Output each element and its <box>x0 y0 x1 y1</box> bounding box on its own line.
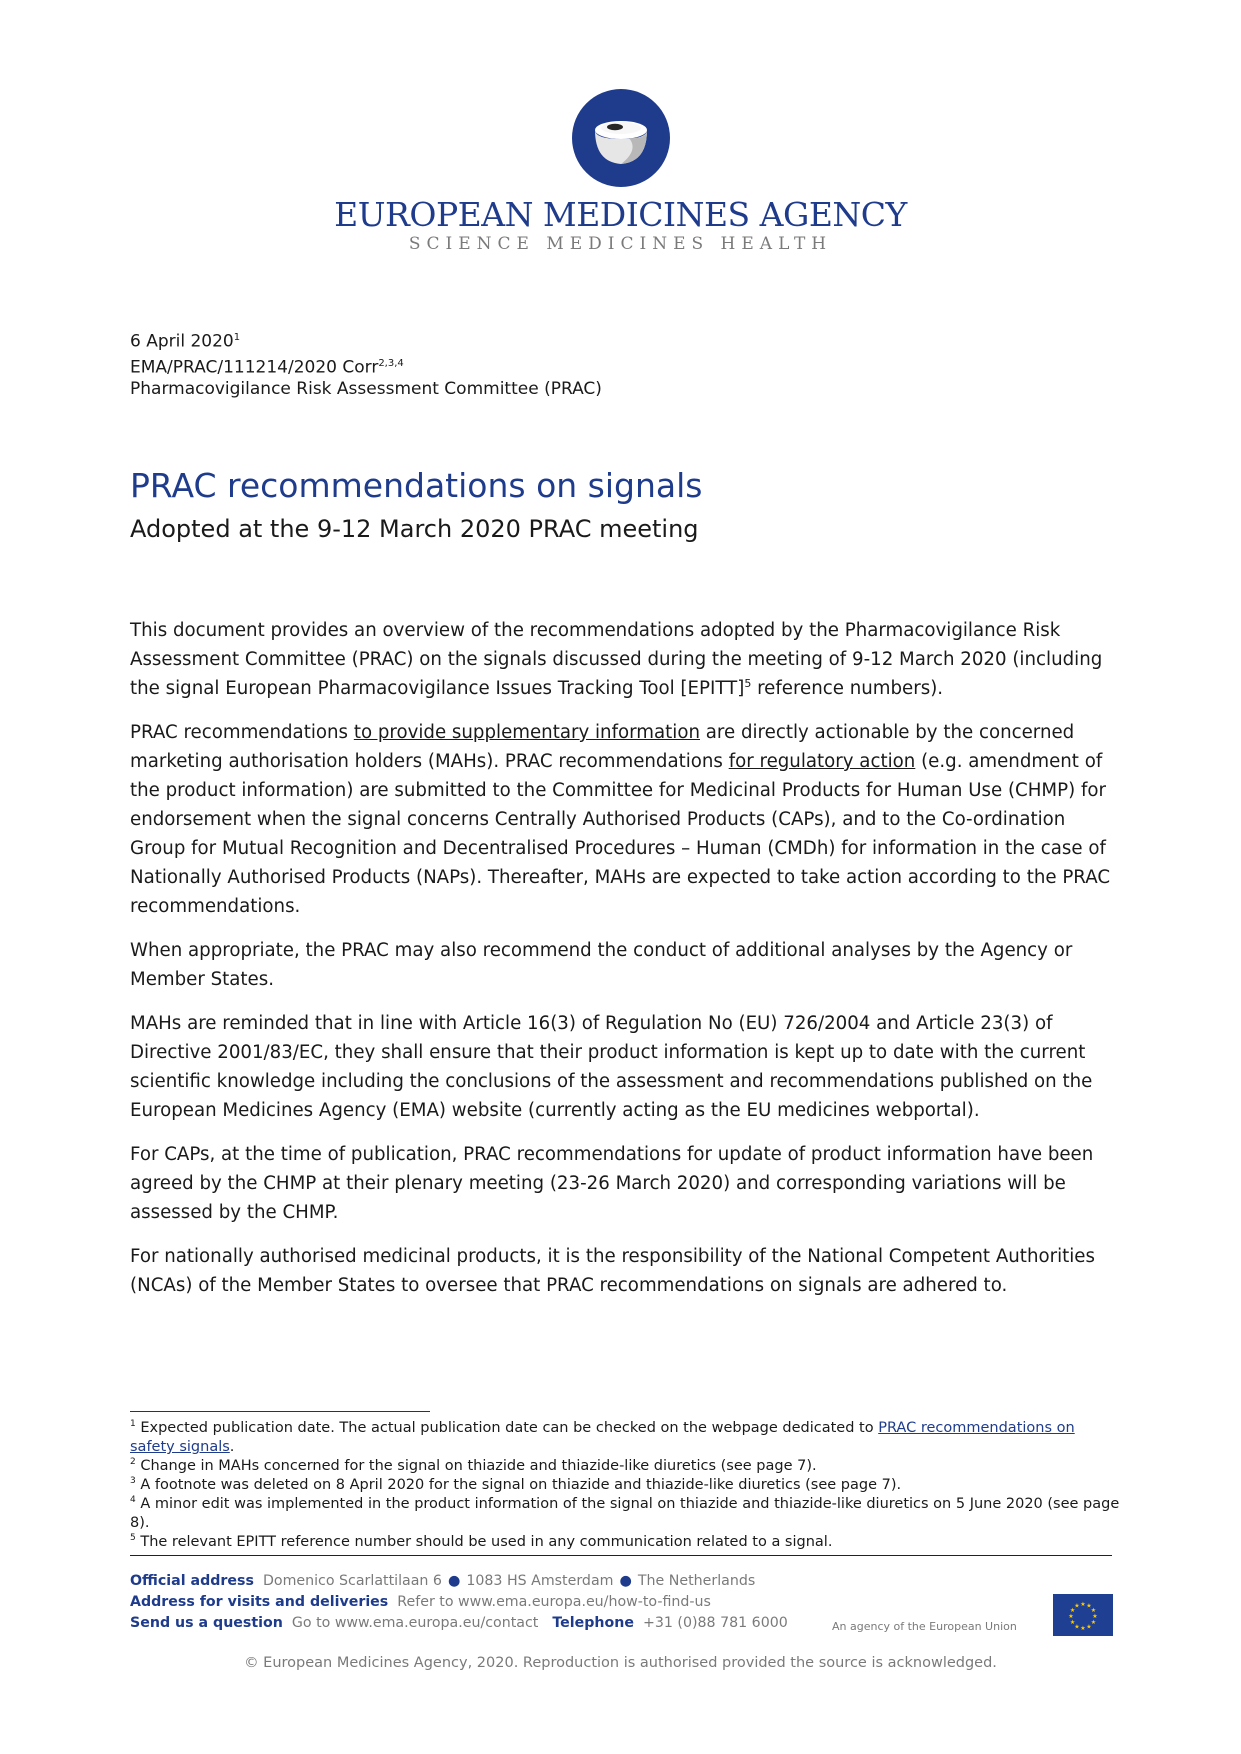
footnotes <box>130 1419 1120 1552</box>
document-body <box>130 616 1120 1315</box>
ema-logo-icon <box>0 88 1241 188</box>
eu-flag-icon <box>1053 1594 1113 1636</box>
svg-text:★: ★ <box>1090 1619 1097 1626</box>
prac-recommendations-link[interactable]: PRAC recommendations on safety signals <box>130 1420 1075 1455</box>
paragraph-naps: For nationally authorised medicinal products, it is the responsibility of the National Competent Authorities (NCAs) of the Member States to oversee that PRAC recommendations on signals are adhered to. <box>130 1246 1095 1296</box>
svg-text:★: ★ <box>1069 1619 1076 1626</box>
footnote-1: $^1$ Expected publication date. The actual publication date can be checked on the webpage dedicated to PRAC recommendations on safety signals. <box>130 1419 1075 1455</box>
page-subtitle: Adopted at the 9-12 March 2020 PRAC meeting <box>130 515 699 543</box>
paragraph-overview: This document provides an overview of the recommendations adopted by the Pharmacovigilance Risk Assessment Committee (PRAC) on the signals discussed during the meeting of 9-12 March 2020 (including the signal European Pharmacovigilance Issues Tracking Tool [EPITT]$^5$ reference numbers). <box>130 620 1103 699</box>
paragraph-mahs-reminder: MAHs are reminded that in line with Article 16(3) of Regulation No (EU) 726/2004 and Article 23(3) of Directive 2001/83/EC, they shall ensure that their product information is kept up to date with the current scientific knowledge including the conclusions of the assessment and recommendations published on the European Medicines Agency (EMA) website (currently acting as the EU medicines webportal). <box>130 1013 1093 1121</box>
paragraph-caps: For CAPs, at the time of publication, PRAC recommendations for update of product information have been agreed by the CHMP at their plenary meeting (23-26 March 2020) and corresponding variations will be assessed by the CHMP. <box>130 1144 1094 1223</box>
svg-text:★: ★ <box>1086 1602 1092 1610</box>
page-title: PRAC recommendations on signals <box>130 466 703 505</box>
copyright-notice: © European Medicines Agency, 2020. Reproduction is authorised provided the source is acknowledged. <box>244 1655 997 1671</box>
document-reference: EMA/PRAC/111214/2020 Corr$^{2,3,4}$ <box>130 357 404 378</box>
svg-text:★: ★ <box>1068 1613 1074 1620</box>
footer-divider <box>130 1555 1112 1556</box>
svg-text:★: ★ <box>1092 1613 1098 1620</box>
footer-contacts <box>130 1571 788 1634</box>
agency-name: EUROPEAN MEDICINES AGENCY <box>334 195 907 234</box>
committee-name: Pharmacovigilance Risk Assessment Committee (PRAC) <box>130 379 602 400</box>
document-date: 6 April 2020$^1$ <box>130 331 241 352</box>
svg-text:★: ★ <box>1080 1601 1086 1608</box>
svg-text:★: ★ <box>1080 1625 1086 1632</box>
svg-text:★: ★ <box>1086 1623 1092 1631</box>
footer-visits: Address for visits and deliveries Refer to www.ema.europa.eu/how-to-find-us <box>130 1594 711 1610</box>
footer-question: Send us a question Go to www.ema.europa.eu/contact Telephone +31 (0)88 781 6000 <box>130 1615 788 1631</box>
footnote-3: $^3$ A footnote was deleted on 8 April 2020 for the signal on thiazide and thiazide-like diuretics (see page 7). <box>130 1476 902 1493</box>
footnote-ref: 1 <box>233 332 241 343</box>
eu-agency-note: An agency of the European Union <box>832 1620 1017 1633</box>
footnote-ref: 2,3,4 <box>378 357 404 369</box>
svg-text:★: ★ <box>1074 1623 1080 1631</box>
agency-tagline: SCIENCE MEDICINES HEALTH <box>408 234 833 254</box>
svg-text:★: ★ <box>1069 1607 1076 1614</box>
svg-text:★: ★ <box>1074 1602 1080 1610</box>
footnote-5: $^5$ The relevant EPITT reference number should be used in any communication related to a signal. <box>130 1533 833 1550</box>
svg-text:★: ★ <box>1090 1607 1097 1614</box>
footnote-ref: 5 <box>744 676 752 690</box>
footnote-divider <box>130 1411 430 1412</box>
document-meta <box>130 327 602 400</box>
footnote-4: $^4$ A minor edit was implemented in the product information of the signal on thiazide and thiazide-like diuretics on 5 June 2020 (see page 8). <box>130 1495 1120 1531</box>
footer-official-address: Official address Domenico Scarlattilaan 6 ● 1083 HS Amsterdam ● The Netherlands <box>130 1573 756 1589</box>
footnote-2: $^2$ Change in MAHs concerned for the signal on thiazide and thiazide-like diuretics (see page 7). <box>130 1457 817 1474</box>
paragraph-analyses: When appropriate, the PRAC may also recommend the conduct of additional analyses by the Agency or Member States. <box>130 940 1073 990</box>
paragraph-recommendations: PRAC recommendations to provide supplementary information are directly actionable by the concerned marketing authorisation holders (MAHs). PRAC recommendations for regulatory action (e.g. amendment of the product information) are submitted to the Committee for Medicinal Products for Human Use (CHMP) for endorsement when the signal concerns Centrally Authorised Products (CAPs), and to the Co-ordination Group for Mutual Recognition and Decentralised Procedures – Human (CMDh) for information in the case of Nationally Authorised Products (NAPs). Thereafter, MAHs are expected to take action according to the PRAC recommendations. <box>130 722 1111 917</box>
